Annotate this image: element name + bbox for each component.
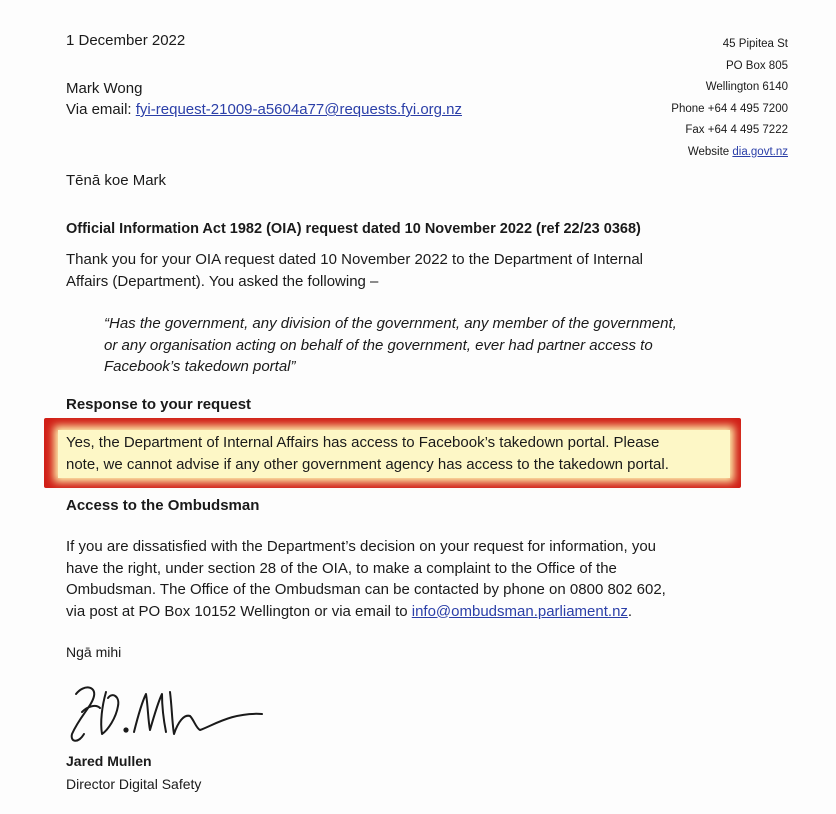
- response-heading: Response to your request: [66, 396, 252, 413]
- address-phone: Phone +64 4 495 7200: [671, 102, 788, 115]
- ombudsman-last-prefix: via post at PO Box 10152 Wellington or via email to: [66, 602, 412, 620]
- recipient-email-link[interactable]: fyi-request-21009-a5604a77@requests.fyi.org.nz: [135, 101, 463, 118]
- ombudsman-line: If you are dissatisfied with the Department’s decision on your request for information, you: [66, 538, 657, 555]
- quote-line: “Has the government, any division of the government, any member of the government,: [104, 315, 677, 332]
- address-po-box: PO Box 805: [725, 59, 788, 72]
- ombudsman-line-last: [66, 601, 666, 623]
- greeting: Tēnā koe Mark: [66, 172, 167, 189]
- request-quote: [104, 313, 677, 378]
- signer-name: Jared Mullen: [66, 753, 152, 769]
- recipient-name: Mark Wong: [66, 80, 143, 97]
- quote-line: Facebook’s takedown portal”: [104, 358, 296, 375]
- ombudsman-email-link[interactable]: info@ombudsman.parliament.nz: [411, 602, 628, 620]
- address-website-line: [671, 142, 788, 164]
- subject-heading: Official Information Act 1982 (OIA) request dated 10 November 2022 (ref 22/23 0368): [66, 221, 641, 237]
- response-line: note, we cannot advise if any other government agency has access to the takedown portal.: [66, 456, 669, 473]
- sender-address-block: [671, 34, 788, 163]
- closing: Ngā mihi: [66, 644, 122, 660]
- address-city: Wellington 6140: [705, 81, 788, 93]
- recipient-email-line: [66, 100, 462, 120]
- ombudsman-line: have the right, under section 28 of the OIA, to make a complaint to the Office of the: [66, 559, 617, 577]
- address-fax: Fax +64 4 495 7222: [685, 124, 788, 136]
- intro-paragraph: [66, 249, 643, 292]
- ombudsman-last-suffix: .: [627, 602, 633, 620]
- address-street: 45 Pipitea St: [722, 38, 788, 50]
- ombudsman-paragraph: [66, 536, 666, 622]
- website-link[interactable]: dia.govt.nz: [732, 145, 788, 158]
- ombudsman-line: Ombudsman. The Office of the Ombudsman can be contacted by phone on 0800 802 602,: [66, 581, 666, 598]
- letter-date: 1 December 2022: [66, 32, 186, 49]
- signer-title: Director Digital Safety: [66, 776, 202, 792]
- intro-line: Affairs (Department). You asked the following –: [66, 272, 379, 290]
- response-line: Yes, the Department of Internal Affairs has access to Facebook’s takedown portal. Please: [66, 434, 660, 451]
- response-text: [66, 432, 669, 476]
- quote-line: or any organisation acting on behalf of the government, ever had partner access to: [104, 336, 653, 354]
- ombudsman-heading: Access to the Ombudsman: [66, 497, 260, 514]
- intro-line: Thank you for your OIA request dated 10 November 2022 to the Department of Internal: [66, 251, 644, 268]
- website-label: Website: [687, 145, 733, 158]
- via-email-label: Via email:: [66, 101, 136, 118]
- handwritten-signature: [62, 672, 272, 752]
